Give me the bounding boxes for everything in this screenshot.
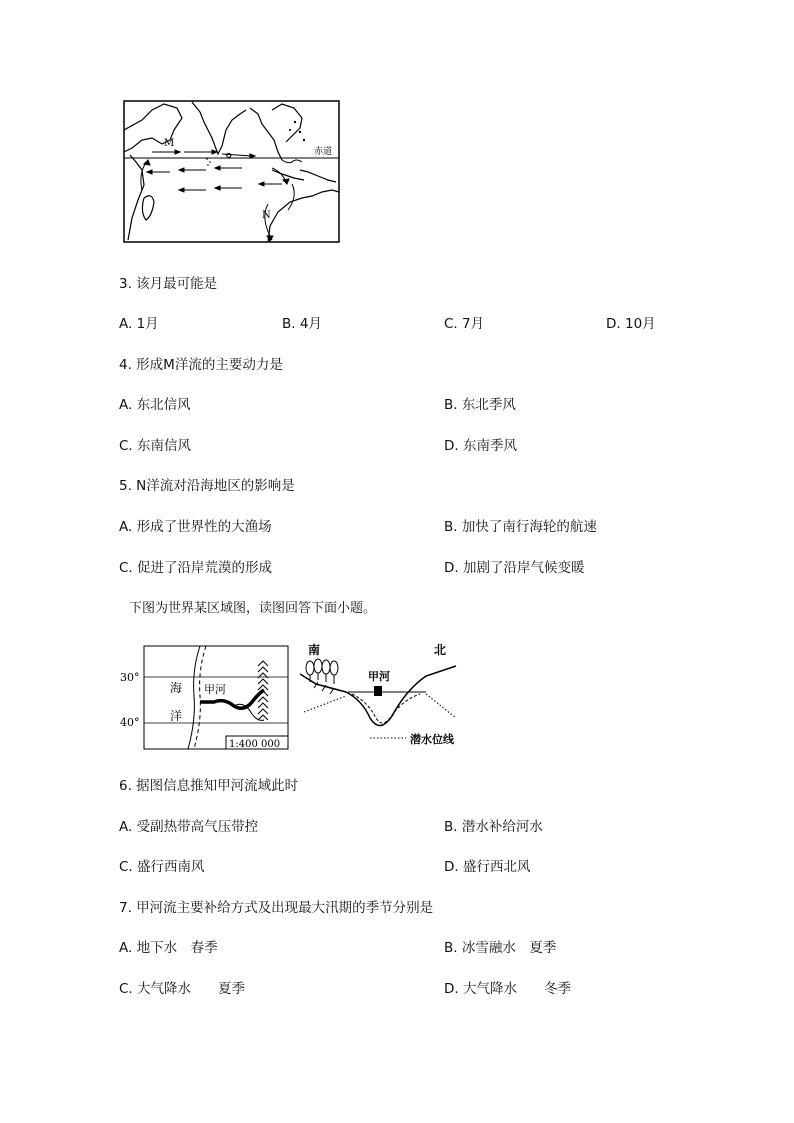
profile-river-label: 甲河 [368, 670, 390, 683]
river-label: 甲河 [204, 683, 226, 696]
lat-30-label: 30° [120, 671, 140, 684]
lat-40-label: 40° [120, 716, 140, 729]
south-label: 南 [308, 643, 321, 657]
question-3-stem: 3. 该月最可能是 [119, 276, 218, 292]
q3-option-b[interactable]: B. 4月 [282, 316, 322, 332]
regional-map [118, 640, 290, 752]
q4-option-d[interactable]: D. 东南季风 [444, 438, 517, 454]
water-table-left [304, 696, 346, 712]
current-n-label: N [262, 210, 271, 221]
question-6-stem: 6. 据图信息推知甲河流域此时 [119, 778, 299, 794]
q5-option-a[interactable]: A. 形成了世界性的大渔场 [119, 519, 272, 535]
q3-option-c[interactable]: C. 7月 [444, 316, 485, 332]
question-4-stem: 4. 形成M洋流的主要动力是 [119, 357, 283, 373]
q5-option-b[interactable]: B. 加快了南行海轮的航速 [444, 519, 597, 535]
q7-option-d[interactable]: D. 大气降水 冬季 [444, 981, 571, 997]
q6-option-a[interactable]: A. 受副热带高气压带控 [119, 819, 259, 835]
sea-label-1: 海 [170, 681, 183, 695]
equator-label: 赤道 [314, 147, 333, 157]
q4-option-b[interactable]: B. 东北季风 [444, 397, 516, 413]
q4-option-a[interactable]: A. 东北信风 [119, 397, 191, 413]
q6-option-c[interactable]: C. 盛行西南风 [119, 859, 205, 875]
q7-option-a[interactable]: A. 地下水 春季 [119, 940, 218, 956]
question-5-stem: 5. N洋流对沿海地区的影响是 [119, 478, 295, 494]
map-scale: 1:400 000 [229, 739, 281, 750]
q5-option-c[interactable]: C. 促进了沿岸荒漠的形成 [119, 560, 273, 576]
question-7-stem: 7. 甲河流主要补给方式及出现最大汛期的季节分别是 [119, 900, 434, 916]
map2-frame [144, 646, 288, 749]
q6-option-d[interactable]: D. 盛行西北风 [444, 859, 531, 875]
current-m-label: M [164, 138, 175, 149]
sea-label-2: 洋 [170, 709, 183, 723]
river-marker [374, 686, 382, 696]
q7-option-c[interactable]: C. 大气降水 夏季 [119, 981, 246, 997]
river-profile-diagram [296, 638, 466, 750]
water-table-right [426, 694, 456, 718]
q4-option-c[interactable]: C. 东南信风 [119, 438, 192, 454]
q5-option-d[interactable]: D. 加剧了沿岸气候变暖 [444, 560, 585, 576]
legend-water-table: 潜水位线 [410, 733, 454, 746]
q3-option-a[interactable]: A. 1月 [119, 316, 159, 332]
q3-option-d[interactable]: D. 10月 [606, 316, 656, 332]
q6-option-b[interactable]: B. 潜水补给河水 [444, 819, 543, 835]
north-label: 北 [434, 643, 447, 657]
section-intro: 下图为世界某区域图，读图回答下面小题。 [129, 601, 377, 616]
q7-option-b[interactable]: B. 冰雪融水 夏季 [444, 940, 557, 956]
ocean-current-map [122, 100, 342, 245]
